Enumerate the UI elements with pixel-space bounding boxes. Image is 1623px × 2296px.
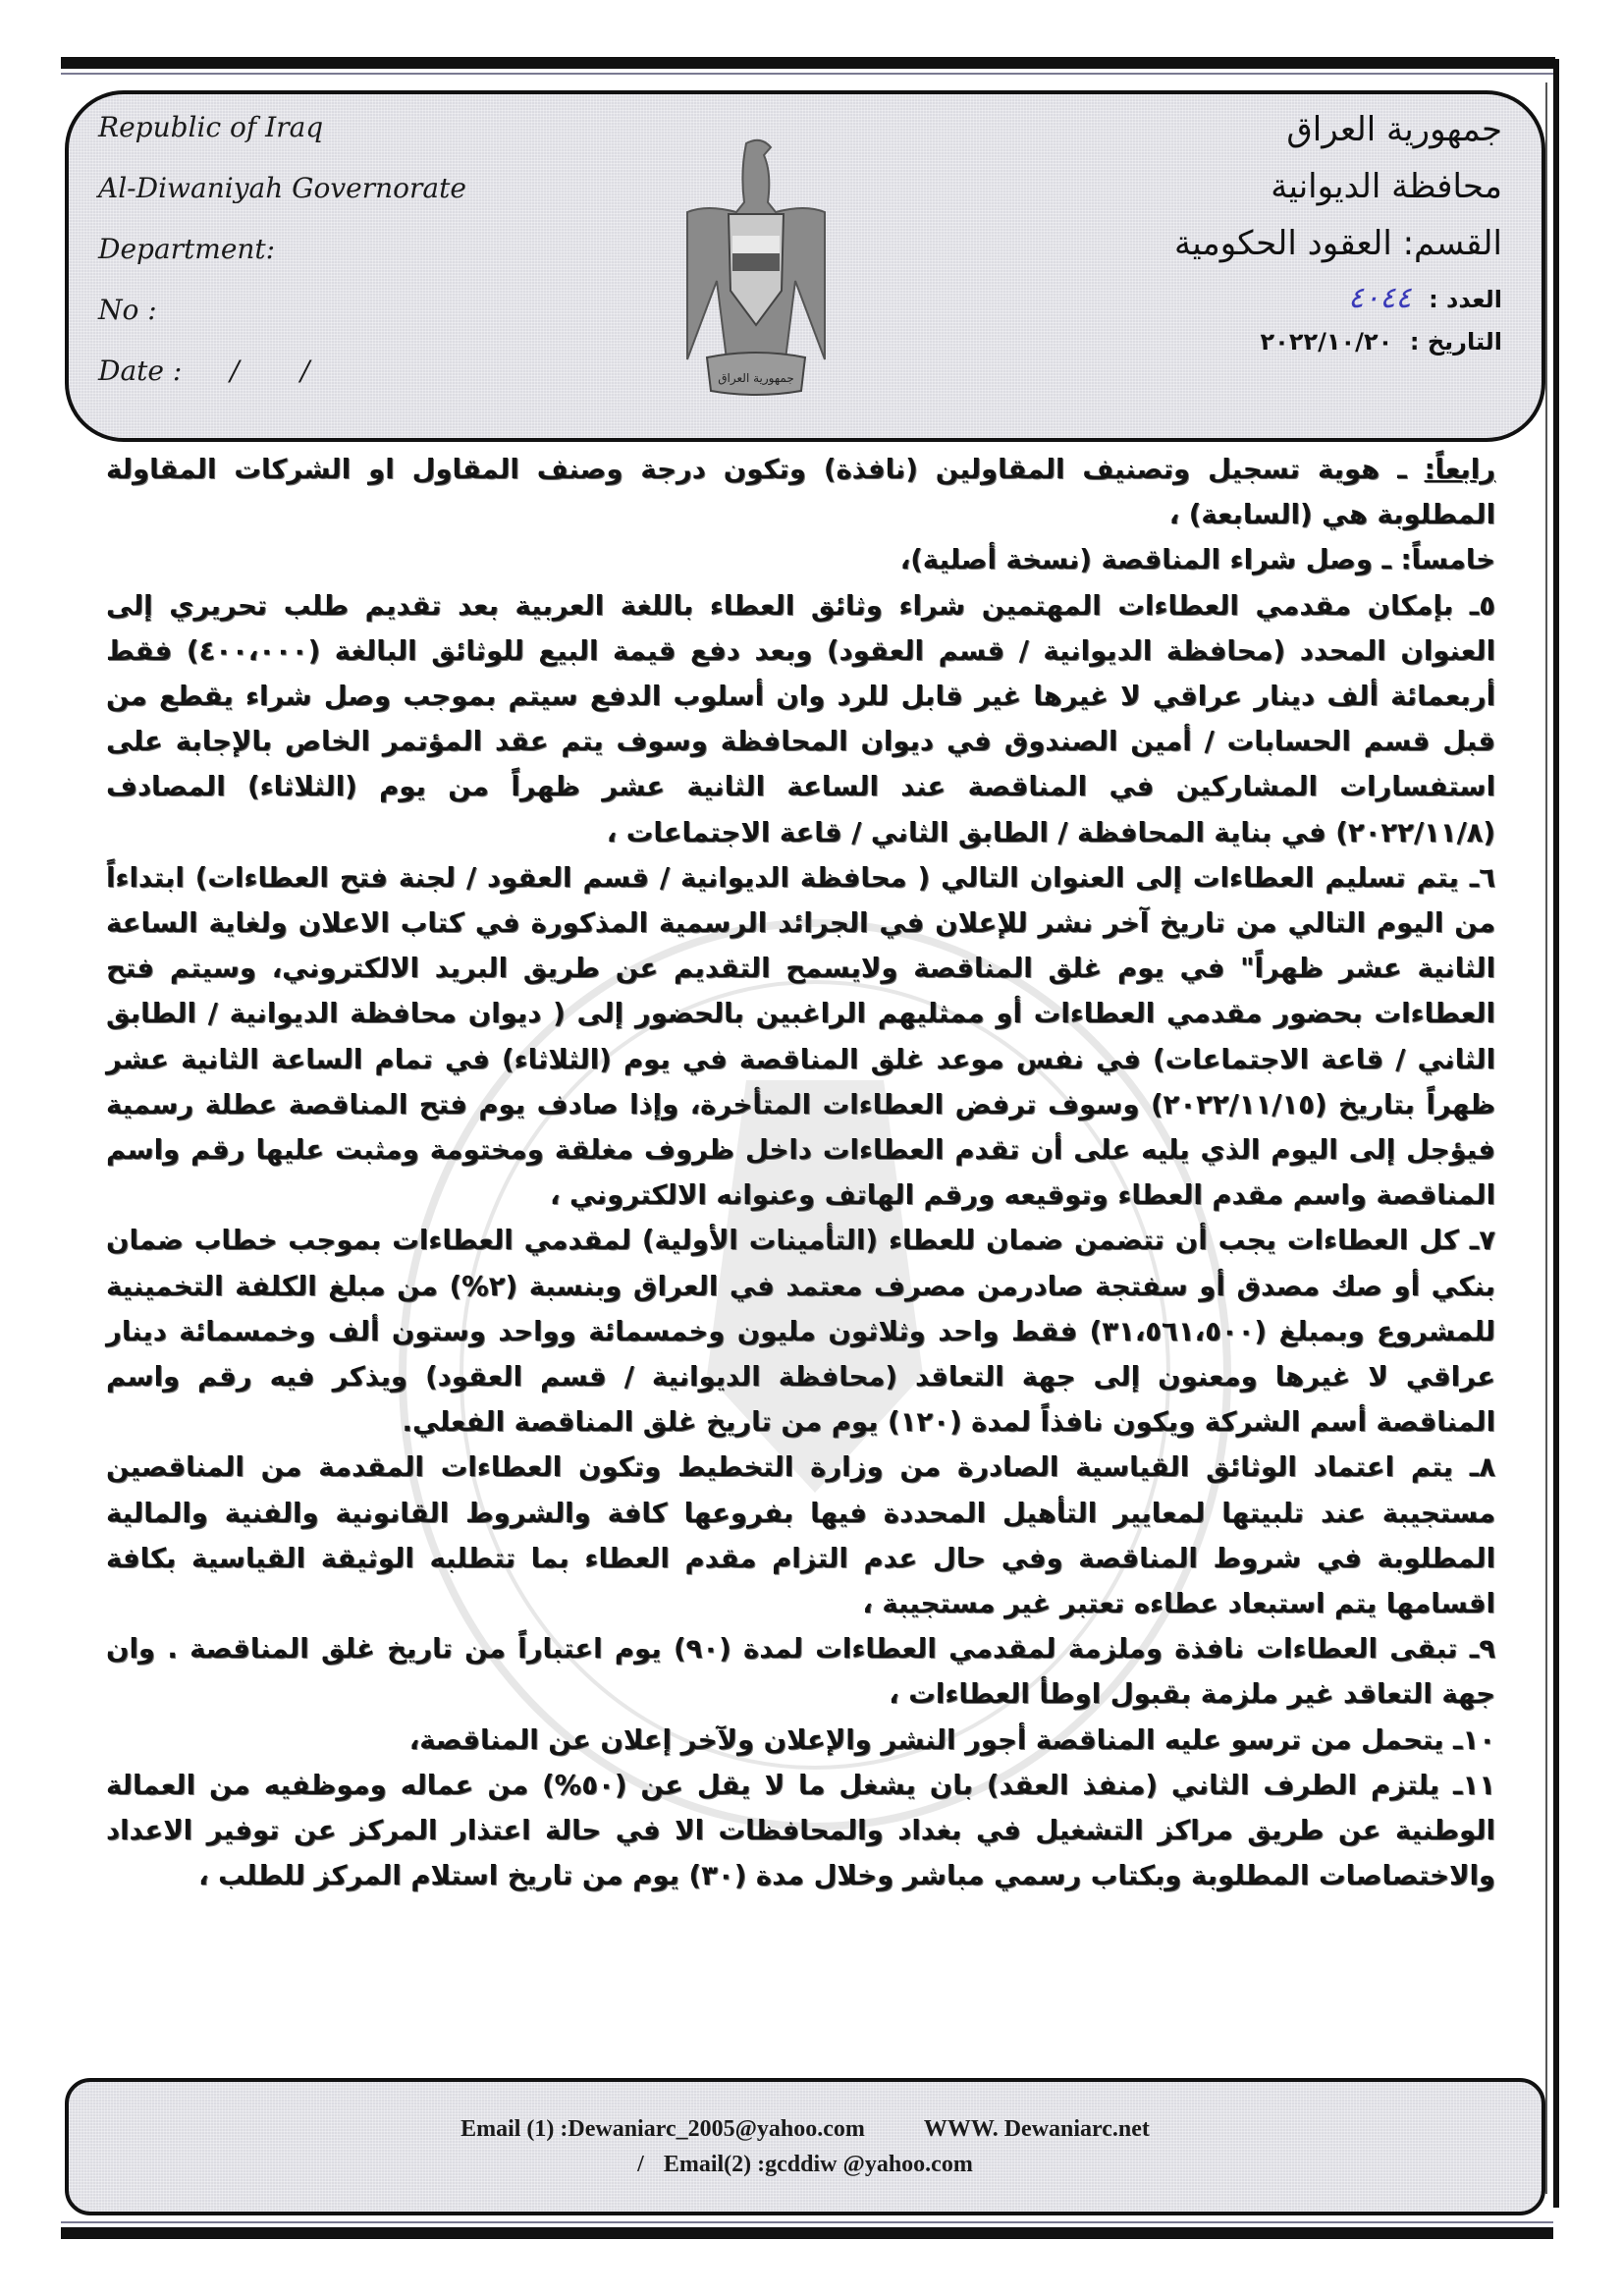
section-fourth-text: ـ هوية تسجيل وتصنيف المقاولين (نافذة) وتكون درجة وصنف المقاول او الشركات المقاولة المطلوبة هي (السابعة) ، <box>106 454 1495 531</box>
section-fifth <box>106 537 1495 582</box>
letterhead-country-en: Republic of Iraq <box>98 111 324 143</box>
clause-8: ٨ـ يتم اعتماد الوثائق القياسية الصادرة من وزارة التخطيط وتكون العطاءات المقدمة من المناقصين مستجيبة عند تلبيتها لمعايير التأهيل المحددة فيها بفروعها كافة والشروط القانونية والفنية والمالية المطلوبة في شروط المناقصة وفي حال عدم التزام مقدم العطاء بما تتطلبه الوثيقة القياسية بكافة اقسامها يتم استبعاد عطاءه تعتبر غير مستجيبة ، <box>106 1451 1495 1620</box>
letterhead-date-label <box>98 352 309 391</box>
date-slashes: / / <box>230 355 310 387</box>
footer-email-1[interactable]: Email (1) :Dewaniarc_2005@yahoo.com <box>460 2116 865 2142</box>
date-label-text: Date : <box>98 355 183 387</box>
footer-slash: / <box>637 2152 644 2177</box>
section-fifth-label: خامساً: <box>1400 544 1495 576</box>
letterhead-department-label: Department: <box>98 233 276 265</box>
clause-5: ٥ـ بإمكان مقدمي العطاءات المهتمين شراء وثائق العطاء باللغة العربية بعد تقديم طلب تحريري إلى العنوان المحدد (محافظة الديوانية / قسم العقود) وبعد دفع قيمة البيع للوثائق البالغة (٤٠٠،٠٠٠) فقط أربعمائة ألف دينار عراقي لا غيرها غير قابل للرد وان أسلوب الدفع سيتم بموجب وصل شراء يقطع من قبل قسم الحسابات / أمين الصندوق في ديوان المحافظة وسوف يتم عقد المؤتمر الخاص بالإجابة على استفسارات المشاركين في المناقصة عند الساعة الثانية عشر ظهراً من يوم (الثلاثاء) المصادف (٢٠٢٢/١١/٨) في بناية المحافظة / الطابق الثاني / قاعة الاجتماعات ، <box>106 589 1495 848</box>
letterhead-arabic-column <box>952 108 1502 365</box>
footer-contact-box <box>65 2078 1545 2215</box>
clause-10: ١٠ـ يتحمل من ترسو عليه المناقصة أجور النشر والإعلان ولآخر إعلان عن المناقصة، <box>408 1723 1495 1756</box>
footer-row-1 <box>460 2114 1150 2144</box>
document-body <box>106 447 1495 1899</box>
number-label-ar: العدد : <box>1429 286 1502 313</box>
date-label-ar: التاريخ : <box>1409 328 1502 355</box>
date-value-ar: ٢٠٢٢/١٠/٢٠ <box>1260 328 1393 355</box>
footer-row-2 <box>637 2150 973 2179</box>
frame-top-thin-border <box>61 73 1555 75</box>
section-fourth <box>106 447 1495 537</box>
frame-top-border <box>61 57 1555 69</box>
number-value-handwritten: ٤٠٤٤ <box>1347 281 1412 315</box>
frame-right-border <box>1553 59 1559 2208</box>
iraq-eagle-emblem <box>677 134 835 399</box>
clause-6: ٦ـ يتم تسليم العطاءات إلى العنوان التالي ( محافظة الديوانية / قسم العقود / لجنة فتح العطاءات) ابتداءاً من اليوم التالي من تاريخ آخر نشر للإعلان في الجرائد الرسمية المذكورة في كتاب الاعلان ولغاية الساعة الثانية عشر ظهراً" في يوم غلق المناقصة ولايسمح التقديم عن طريق البريد الالكتروني، وسيتم فتح العطاءات بحضور مقدمي العطاءات أو ممثليهم الراغبين بالحضور إلى ( ديوان محافظة الديوانية / الطابق الثاني / قاعة الاجتماعات) في نفس موعد غلق المناقصة في يوم (الثلاثاء) في تمام الساعة الثانية عشر ظهراً بتاريخ (٢٠٢٢/١١/١٥) وسوف ترفض العطاءات المتأخرة، وإذا صادف يوم فتح المناقصة عطلة رسمية فيؤجل إلى اليوم الذي يليه على أن تقدم العطاءات داخل ظروف مغلقة ومختومة ومثبت عليها رقم واسم المناقصة واسم مقدم العطاء وتوقيعه ورقم الهاتف وعنوانه الالكتروني ، <box>106 861 1495 1212</box>
section-fifth-text: ـ وصل شراء المناقصة (نسخة أصلية)، <box>899 544 1401 576</box>
emblem-caption: جمهورية العراق <box>718 371 794 385</box>
frame-bottom-thin-border <box>61 2221 1553 2223</box>
section-fourth-label: رابعاً: <box>1424 454 1495 485</box>
letterhead <box>65 90 1545 442</box>
footer-website[interactable]: WWW. Dewaniarc.net <box>923 2116 1150 2142</box>
clause-7: ٧ـ كل العطاءات يجب أن تتضمن ضمان للعطاء (التأمينات الأولية) لمقدمي العطاءات بموجب خطاب ضمان بنكي أو صك مصدق أو سفتجة صادرمن مصرف معتمد في العراق وبنسبة (٢%) من مبلغ الكلفة التخمينية للمشروع وبمبلغ (٣١،٥٦١،٥٠٠) فقط واحد وثلاثون مليون وخمسمائة وواحد وستون ألف وخمسمائة دينار عراقي لا غيرها ومعنون إلى جهة التعاقد (محافظة الديوانية / قسم العقود) ويذكر فيه رقم واسم المناقصة أسم الشركة ويكون نافذاً لمدة (١٢٠) يوم من تاريخ غلق المناقصة الفعلي. <box>106 1225 1495 1439</box>
letterhead-date-ar <box>952 322 1502 361</box>
frame-right-thin-border <box>1545 82 1547 2194</box>
letterhead-governorate-ar: محافظة الديوانية <box>1271 167 1502 206</box>
clause-9: ٩ـ تبقى العطاءات نافذة وملزمة لمقدمي العطاءات لمدة (٩٠) يوم اعتباراً من تاريخ غلق المناقصة . وان جهة التعاقد غير ملزمة بقبول اوطأ العطاءات ، <box>106 1633 1495 1711</box>
letterhead-governorate-en: Al-Diwaniyah Governorate <box>98 172 466 204</box>
letterhead-number-label: No : <box>98 294 157 326</box>
footer-email-2[interactable]: Email(2) :gcddiw @yahoo.com <box>663 2152 973 2177</box>
letterhead-country-ar: جمهورية العراق <box>1286 110 1502 149</box>
clause-11: ١١ـ يلتزم الطرف الثاني (منفذ العقد) بان يشغل ما لا يقل عن (٥٠%) من عماله وموظفيه من العمالة الوطنية عن طريق مراكز التشغيل في بغداد والمحافظات الا في حالة اعتذار المركز عن توفير الاعداد والاختصاصات المطلوبة وبكتاب رسمي مباشر وخلال مدة (٣٠) يوم من تاريخ استلام المركز للطلب ، <box>106 1769 1495 1892</box>
letterhead-number-ar <box>952 279 1502 318</box>
frame-bottom-border <box>61 2227 1553 2239</box>
letterhead-department-ar: القسم: العقود الحكومية <box>1174 224 1502 263</box>
